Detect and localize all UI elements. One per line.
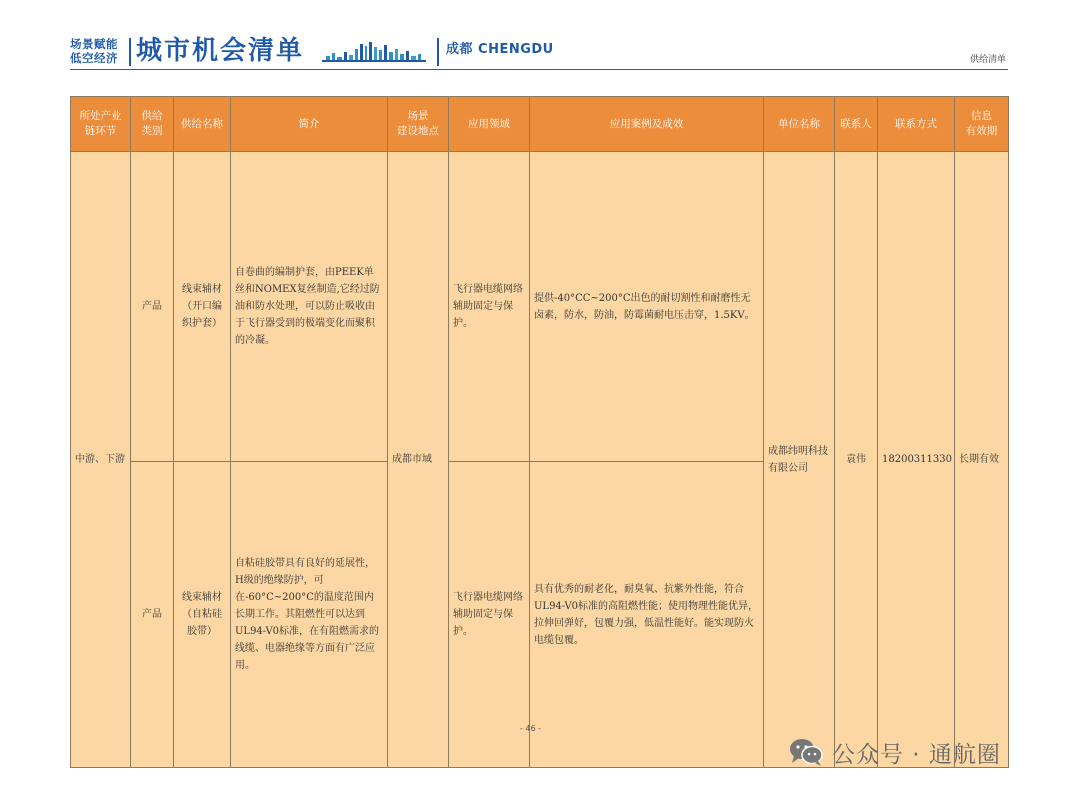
cell-name: 线束辅材（自粘硅胶带） — [174, 462, 231, 768]
header-phone: 联系方式 — [878, 97, 955, 152]
city-label: 成都 CHENGDU — [446, 42, 554, 57]
cell-cases: 提供-40°CC~200°C出色的耐切割性和耐磨性无卤素，防水，防油，防霉菌耐电压击穿，1.5KV。 — [530, 152, 764, 462]
header-chain: 所处产业 链环节 — [71, 97, 131, 152]
cell-cases: 具有优秀的耐老化，耐臭氧、抗紫外性能，符合UL94-V0标准的高阻燃性能；使用物理性能优异，拉伸回弹好，包覆力强，低温性能好。能实现防火电缆包覆。 — [530, 462, 764, 768]
cell-field: 飞行器电缆网络辅助固定与保护。 — [449, 152, 530, 462]
cell-intro: 自粘硅胶带具有良好的延展性，H级的绝缘防护，可在-60°C~200°C的温度范围内长期工作。其阻燃性可以达到UL94-V0标准，在有阻燃需求的线缆、电器绝缘等方面有广泛应用。 — [231, 462, 388, 768]
cell-validity: 长期有效 — [955, 152, 1009, 768]
supply-table — [70, 96, 1009, 768]
cell-phone: 18200311330 — [878, 152, 955, 768]
cell-chain: 中游、下游 — [71, 152, 131, 768]
cell-name: 线束辅材（开口编织护套） — [174, 152, 231, 462]
header-field: 应用领域 — [449, 97, 530, 152]
header-org: 单位名称 — [764, 97, 835, 152]
page-number: - 46 - — [520, 724, 542, 733]
wechat-icon — [788, 736, 824, 768]
slogan-line-1: 场景赋能 — [70, 37, 118, 51]
header-rule — [70, 69, 1008, 70]
header-contact: 联系人 — [835, 97, 878, 152]
header-divider-2 — [437, 38, 439, 66]
table-header-row — [71, 97, 1009, 152]
header-validity: 信息 有效期 — [955, 97, 1009, 152]
cell-contact: 袁伟 — [835, 152, 878, 768]
header-type: 供给 类别 — [131, 97, 174, 152]
watermark — [788, 734, 1001, 770]
header-intro: 简介 — [231, 97, 388, 152]
slogan-line-2: 低空经济 — [70, 51, 118, 65]
cell-org: 成都纬明科技有限公司 — [764, 152, 835, 768]
page-header — [70, 34, 1008, 74]
page-title: 城市机会清单 — [136, 36, 305, 66]
section-label: 供给清单 — [969, 55, 1006, 65]
header-name: 供给名称 — [174, 97, 231, 152]
cell-field: 飞行器电缆网络辅助固定与保护。 — [449, 462, 530, 768]
cell-type: 产品 — [131, 152, 174, 462]
header-divider — [129, 38, 131, 66]
cell-site: 成都市域 — [388, 152, 449, 768]
header-site: 场景 建设地点 — [388, 97, 449, 152]
cell-type: 产品 — [131, 462, 174, 768]
cell-intro: 自卷曲的编制护套，由PEEK单丝和NOMEX复丝制造,它经过防油和防水处理，可以防止吸收由于飞行器受到的极端变化而聚积的冷凝。 — [231, 152, 388, 462]
header-slogan — [70, 37, 118, 65]
table-row — [71, 152, 1009, 462]
header-cases: 应用案例及成效 — [530, 97, 764, 152]
watermark-text: 公众号 · 通航圈 — [832, 741, 1001, 768]
city-skyline-icon — [322, 40, 426, 64]
